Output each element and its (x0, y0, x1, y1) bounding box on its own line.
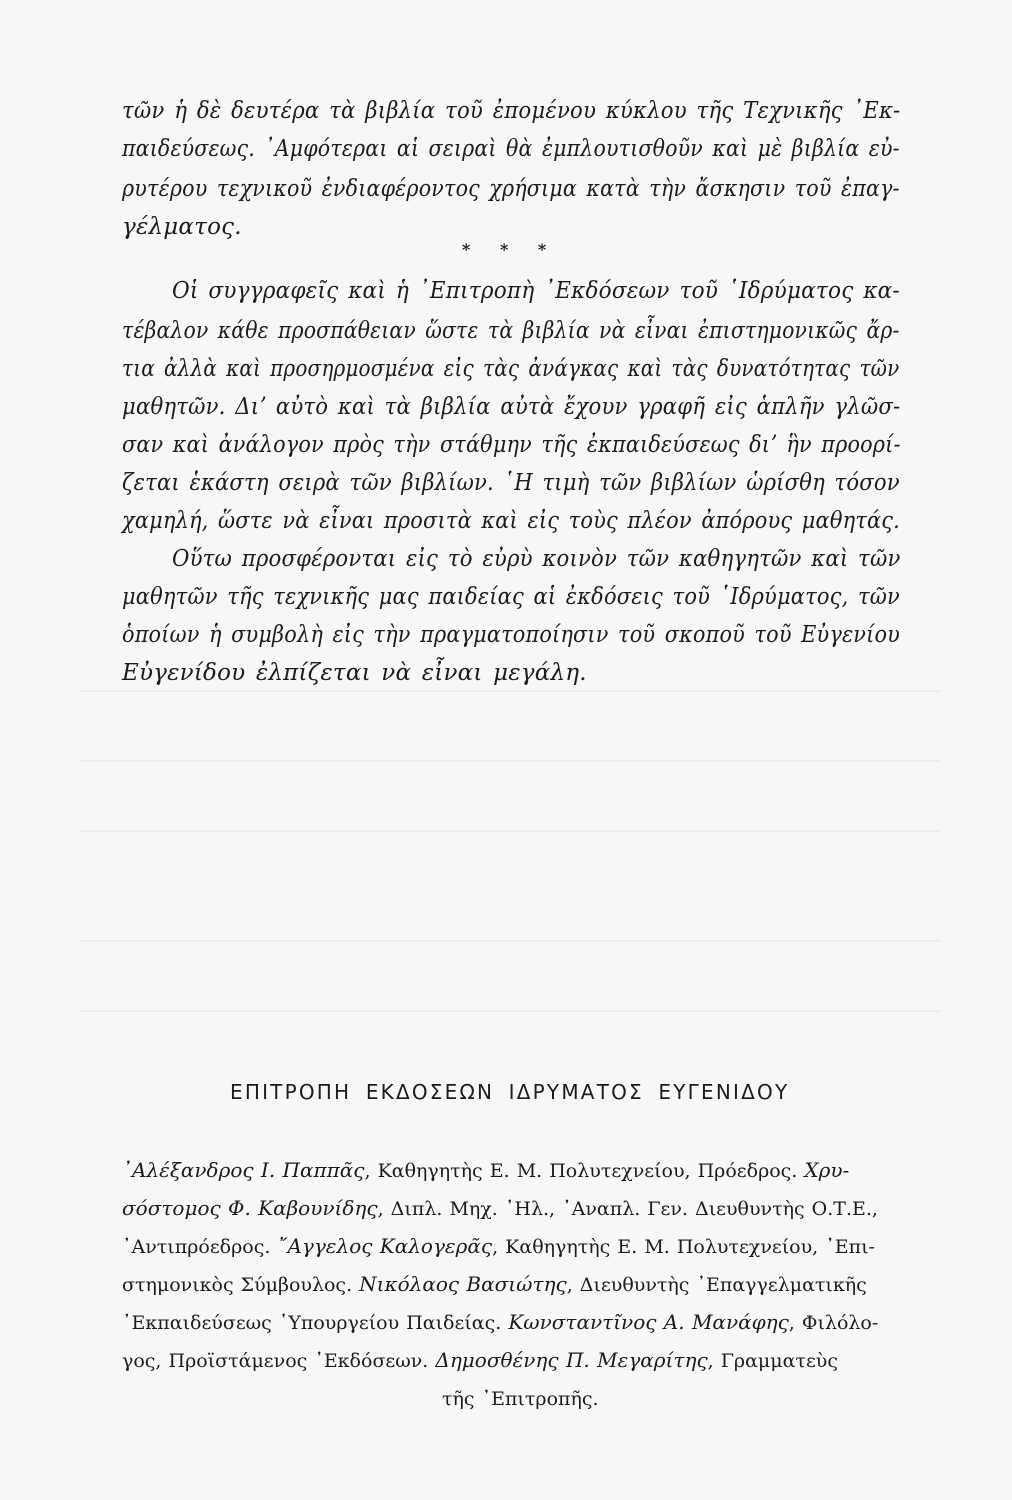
body-line: Οἱ συγγραφεῖς καὶ ἡ ᾿Επιτροπὴ ᾿Εκδόσεων τοῦ ῾Ιδρύματος κα- (172, 278, 900, 304)
section-separator: * * * (462, 240, 559, 259)
member-role: τῆς ᾿Επιτροπῆς. (442, 1388, 599, 1410)
show-through (80, 940, 940, 942)
member-role: , Καθηγητὴς Ε. Μ. Πολυτεχνείου, Πρόεδρος. (364, 1160, 805, 1182)
member-line (122, 1272, 867, 1296)
member-role: , Φιλόλο- (788, 1312, 879, 1334)
member-role: στημονικὸς Σύμβουλος. (122, 1274, 360, 1296)
member-role: , Διπλ. Μηχ. ᾿Ηλ., ᾿Αναπλ. Γεν. Διευθυντὴς Ο.Τ.Ε., (377, 1198, 878, 1220)
intro-line: γέλματος. (122, 214, 242, 240)
member-role: , Γραμματεὺς (707, 1350, 838, 1372)
member-role: , Καθηγητὴς Ε. Μ. Πολυτεχνείου, ᾿Επι- (492, 1236, 875, 1258)
show-through (80, 690, 940, 692)
committee-heading: ΕΠΙΤΡΟΠΗ ΕΚΔΟΣΕΩΝ ΙΔΡΥΜΑΤΟΣ ΕΥΓΕΝΙΔΟΥ (230, 1080, 790, 1104)
intro-line: παιδεύσεως. ᾿Αμφότεραι αἱ σειραὶ θὰ ἐμπλουτισθοῦν καὶ μὲ βιβλία εὐ- (122, 136, 900, 162)
member-line (122, 1196, 878, 1220)
member-role: , Διευθυντὴς ᾿Επαγγελματικῆς (566, 1274, 867, 1296)
member-role: γος, Προϊστάμενος ᾿Εκδόσεων. (122, 1350, 436, 1372)
member-line (122, 1348, 838, 1372)
member-name: Κωνσταντῖνος Α. Μανάφης (508, 1310, 789, 1334)
show-through (80, 760, 940, 762)
body-line: χαμηλή, ὥστε νὰ εἶναι προσιτὰ καὶ εἰς τοὺς πλέον ἀπόρους μαθητάς. (122, 508, 900, 534)
show-through (80, 830, 940, 832)
body-line: σαν καὶ ἀνάλογον πρὸς τὴν στάθμην τῆς ἐκπαιδεύσεως διʼ ἣν προορί- (122, 432, 901, 458)
show-through (80, 1010, 940, 1012)
member-role: ᾿Αντιπρόεδρος. (122, 1236, 278, 1258)
body-line: τέβαλον κάθε προσπάθειαν ὥστε τὰ βιβλία νὰ εἶναι ἐπιστημονικῶς ἄρ- (122, 318, 900, 344)
member-name: Νικόλαος Βασιώτης (359, 1272, 567, 1296)
intro-line: τῶν ἡ δὲ δευτέρα τὰ βιβλία τοῦ ἐπομένου κύκλου τῆς Τεχνικῆς ᾿Εκ- (122, 98, 901, 124)
member-name: ᾿Αλέξανδρος Ι. Παππᾶς (122, 1158, 365, 1182)
member-line (122, 1158, 849, 1182)
body-line: τια ἀλλὰ καὶ προσηρμοσμένα εἰς τὰς ἀνάγκας καὶ τὰς δυνατότητας τῶν (122, 356, 900, 382)
body-line: μαθητῶν. Διʼ αὐτὸ καὶ τὰ βιβλία αὐτὰ ἔχουν γραφῆ εἰς ἁπλῆν γλῶσ- (122, 394, 901, 420)
body-line: ζεται ἑκάστη σειρὰ τῶν βιβλίων. ῾Η τιμὴ τῶν βιβλίων ὡρίσθη τόσον (122, 470, 900, 496)
body-line: μαθητῶν τῆς τεχνικῆς μας παιδείας αἱ ἐκδόσεις τοῦ ῾Ιδρύματος, τῶν (122, 584, 900, 610)
member-name: Δημοσθένης Π. Μεγαρίτης (435, 1348, 708, 1372)
member-name: σόστομος Φ. Καβουνίδης (122, 1196, 378, 1220)
member-line (122, 1234, 875, 1258)
body-line: ὁποίων ἡ συμβολὴ εἰς τὴν πραγματοποίησιν τοῦ σκοποῦ τοῦ Εὐγενίου (122, 622, 900, 648)
member-name: Χρυ- (804, 1158, 850, 1182)
member-role: ᾿Εκπαιδεύσεως ῾Υπουργείου Παιδείας. (122, 1312, 509, 1334)
body-line: Εὐγενίδου ἐλπίζεται νὰ εἶναι μεγάλη. (122, 660, 587, 686)
member-name: ῎Αγγελος Καλογερᾶς (277, 1234, 493, 1258)
body-line: Οὕτω προσφέρονται εἰς τὸ εὐρὺ κοινὸν τῶν καθηγητῶν καὶ τῶν (172, 546, 901, 572)
member-line (122, 1310, 878, 1334)
member-line (442, 1386, 599, 1410)
intro-line: ρυτέρου τεχνικοῦ ἐνδιαφέροντος χρήσιμα κατὰ τὴν ἄσκησιν τοῦ ἐπαγ- (122, 176, 900, 202)
